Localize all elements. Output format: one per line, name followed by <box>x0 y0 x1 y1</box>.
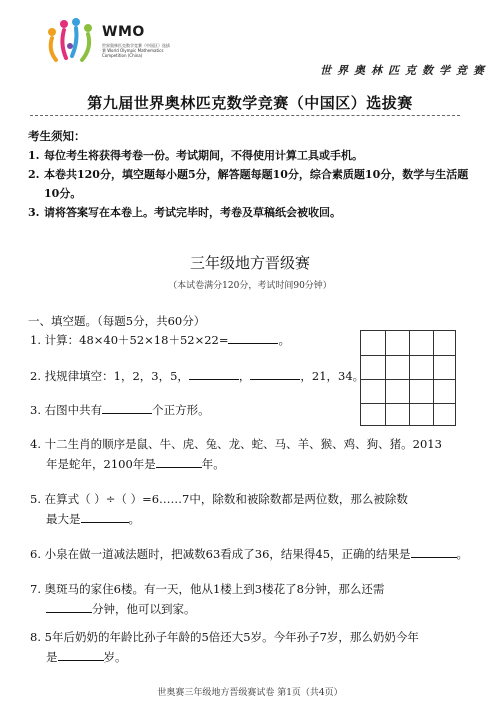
answer-blank[interactable] <box>58 649 104 661</box>
question-1 <box>30 330 290 350</box>
question-number: 8. <box>30 630 41 644</box>
question-number: 5. <box>30 492 41 506</box>
answer-blank[interactable] <box>411 546 457 558</box>
answer-blank[interactable] <box>102 402 152 414</box>
exam-notice <box>28 127 478 222</box>
header-slogan: 世界奥林匹克数学竞赛 <box>320 64 490 77</box>
question-text: 年是蛇年，2100年是 <box>46 457 156 471</box>
question-text: 十二生肖的顺序是鼠、牛、虎、兔、龙、蛇、马、羊、猴、鸡、狗、猪。2013 <box>44 437 442 451</box>
answer-blank[interactable] <box>81 511 129 523</box>
grid-line <box>361 355 455 356</box>
question-7 <box>30 579 470 619</box>
question-text: 计算：48×40＋52×18＋52×22= <box>44 333 229 347</box>
notice-item-text: 每位考生将获得考卷一份。考试期间，不得使用计算工具或手机。 <box>44 149 363 162</box>
question-4 <box>30 434 470 474</box>
answer-blank[interactable] <box>46 601 92 613</box>
question-text: 年。 <box>201 457 225 471</box>
page-footer: 世奥赛三年级地方晋级赛试卷 第1页（共4页） <box>157 688 343 698</box>
question-3 <box>30 400 210 420</box>
notice-heading: 考生须知： <box>28 129 86 143</box>
question-text: 岁。 <box>103 650 127 664</box>
question-text: 个正方形。 <box>152 403 210 417</box>
page-header <box>0 0 500 80</box>
question-text: 找规律填空：1，2，3，5， <box>44 369 189 383</box>
question-text: ，21，34。 <box>300 369 365 383</box>
question-5 <box>30 489 470 529</box>
question-6 <box>30 544 470 564</box>
exam-subtitle: 三年级地方晋级赛 <box>189 254 310 272</box>
notice-item-number: 3. <box>28 206 40 219</box>
wmo-logo-mark-icon <box>42 16 98 68</box>
exam-score-note: （本试卷满分120分，考试时间90分钟） <box>168 281 332 291</box>
notice-item <box>28 165 478 203</box>
notice-item <box>28 203 478 222</box>
question-text: 奥斑马的家住6楼。有一天，他从1楼上到3楼花了8分钟，那么还需 <box>44 582 385 596</box>
grid-line <box>433 331 434 425</box>
question-text: 右图中共有 <box>44 403 103 417</box>
question-text: 是 <box>46 650 58 664</box>
notice-item-number: 1. <box>28 149 40 162</box>
answer-blank[interactable] <box>250 368 300 380</box>
wmo-logo <box>42 16 182 68</box>
grid-line <box>361 403 455 404</box>
notice-item-number: 2. <box>28 168 40 181</box>
answer-blank[interactable] <box>189 368 239 380</box>
title-divider <box>30 115 460 116</box>
grid-line <box>361 379 455 380</box>
question-text: 。 <box>128 512 140 526</box>
question-text: 。 <box>278 333 290 347</box>
question-text: 分钟，他可以到家。 <box>92 602 196 616</box>
grid-line <box>385 331 386 425</box>
grid-line <box>409 331 410 425</box>
answer-blank[interactable] <box>156 456 202 468</box>
question-number: 2. <box>30 369 41 383</box>
question-2 <box>30 366 364 386</box>
square-grid-figure <box>360 330 456 426</box>
question-number: 1. <box>30 333 41 347</box>
notice-item <box>28 146 478 165</box>
question-number: 6. <box>30 547 41 561</box>
question-text: 最大是 <box>46 512 81 526</box>
question-number: 3. <box>30 403 41 417</box>
page-title: 第九届世界奥林匹克数学竞赛（中国区）选拔赛 <box>87 94 413 112</box>
notice-item-text: 本卷共120分，填空题每小题5分，解答题每题10分，综合素质题10分，数学与生活题10分。 <box>44 168 469 200</box>
logo-text: WMO <box>102 24 145 40</box>
section-heading: 一、填空题。（每题5分，共60分） <box>28 314 206 328</box>
question-text: ， <box>238 369 251 383</box>
question-number: 7. <box>30 582 41 596</box>
question-text: 小泉在做一道减法题时，把减数63看成了36，结果得45，正确的结果是 <box>44 547 411 561</box>
question-text: 。 <box>456 547 469 561</box>
notice-item-text: 请将答案写在本卷上。考试完毕时，考卷及草稿纸会被收回。 <box>44 206 341 219</box>
answer-blank[interactable] <box>228 332 278 344</box>
question-text: 5年后奶奶的年龄比孙子年龄的5倍还大5岁。今年孙子7岁，那么奶奶今年 <box>44 630 419 644</box>
question-text: 在算式（ ）÷（ ）=6……7中，除数和被除数都是两位数，那么被除数 <box>44 492 408 506</box>
question-8 <box>30 627 470 667</box>
logo-subtext: 世界奥林匹克数学竞赛（中国区）选拔赛 World Olympic Mathematics Competition (China) <box>102 43 170 58</box>
question-number: 4. <box>30 437 41 451</box>
